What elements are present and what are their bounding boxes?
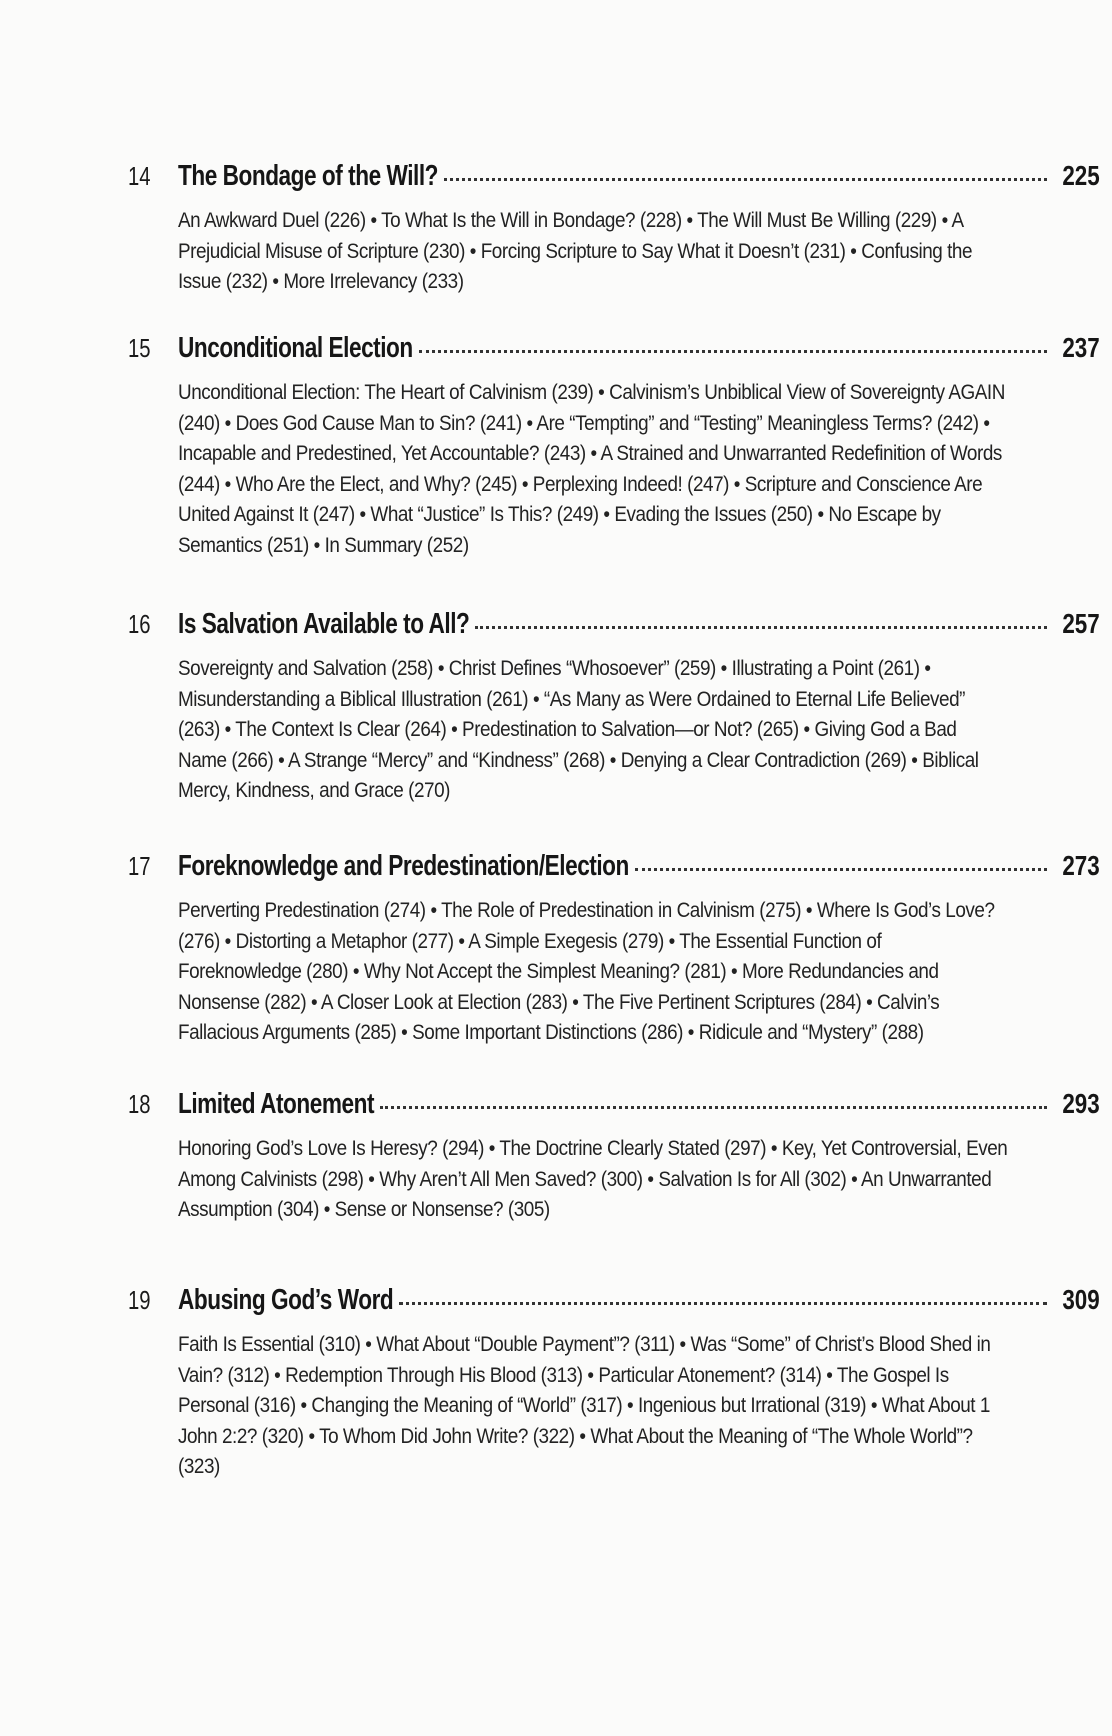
chapter-summary: Perverting Predestination (274) • The Role of Predestination in Calvinism (275) • Where Is God’s Love? (276) • Distorting a Metaphor (277) • A Simple Exegesis (279) • The Essential Function of Foreknowledge (280) • Why Not Accept the Simplest Meaning? (281) • More Redundancies and Nonsense (282) • A Closer Look at Election (283) • The Five Pertinent Scriptures (284) • Calvin’s Fallacious Arguments (285) • Some Important Distinctions (286) • Ridicule and “Mystery” (288) [178,899,995,1044]
chapter-title: The Bondage of the Will? [178,160,438,192]
dot-leader [399,1302,1047,1305]
toc-entry-18 [128,1088,1100,1226]
chapter-summary: An Awkward Duel (226) • To What Is the Will in Bondage? (228) • The Will Must Be Willing (229) • A Prejudicial Misuse of Scripture (230) • Forcing Scripture to Say What it Doesn’t (231) • Confusing the Issue (232) • More Irrelevancy (233) [178,209,973,293]
toc-entry-15 [128,332,1100,561]
toc-entry-19 [128,1284,1100,1483]
chapter-number: 18 [128,1089,151,1119]
chapter-title: Foreknowledge and Predestination/Election [178,850,629,882]
chapter-number: 15 [128,333,151,363]
chapter-title: Abusing God’s Word [178,1284,394,1316]
chapter-summary: Faith Is Essential (310) • What About “Double Payment”? (311) • Was “Some” of Christ’s Blood Shed in Vain? (312) • Redemption Through His Blood (313) • Particular Atonement? (314) • The Gospel Is Personal (316) • Changing the Meaning of “World” (317) • Ingenious but Irrational (319) • What About 1 John 2:2? (320) • To Whom Did John Write? (322) • What About the Meaning of “The Whole World”? (323) [178,1333,991,1478]
chapter-number: 16 [128,609,151,639]
chapter-heading [128,850,1100,890]
chapter-page-number: 273 [1062,850,1100,881]
chapter-heading [128,1088,1100,1128]
toc-entry-17 [128,850,1100,1049]
toc-entry-16 [128,608,1100,807]
dot-leader [444,178,1047,181]
chapter-title: Unconditional Election [178,332,413,364]
dot-leader [380,1106,1047,1109]
chapter-heading [128,1284,1100,1324]
chapter-number: 17 [128,851,151,881]
dot-leader [635,868,1047,871]
chapter-page-number: 225 [1062,160,1100,191]
chapter-heading [128,332,1100,372]
chapter-heading [128,608,1100,648]
chapter-page-number: 257 [1062,608,1100,639]
chapter-number: 19 [128,1285,151,1315]
chapter-title: Is Salvation Available to All? [178,608,470,640]
chapter-page-number: 293 [1062,1088,1100,1119]
dot-leader [475,626,1047,629]
chapter-title: Limited Atonement [178,1088,375,1120]
chapter-summary: Honoring God’s Love Is Heresy? (294) • The Doctrine Clearly Stated (297) • Key, Yet Controversial, Even Among Calvinists (298) • Why Aren’t All Men Saved? (300) • Salvation Is for All (302) • An Unwarranted Assumption (304) • Sense or Nonsense? (305) [178,1137,1008,1221]
dot-leader [419,350,1048,353]
chapter-summary: Unconditional Election: The Heart of Calvinism (239) • Calvinism’s Unbiblical View of Sovereignty AGAIN (240) • Does God Cause Man to Sin? (241) • Are “Tempting” and “Testing” Meaningless Terms? (242) • Incapable and Predestined, Yet Accountable? (243) • A Strained and Unwarranted Redefinition of Words (244) • Who Are the Elect, and Why? (245) • Perplexing Indeed! (247) • Scripture and Conscience Are United Against It (247) • What “Justice” Is This? (249) • Evading the Issues (250) • No Escape by Semantics (251) • In Summary (252) [178,381,1005,557]
chapter-number: 14 [128,161,151,191]
toc-entry-14 [128,160,1100,298]
chapter-page-number: 237 [1062,332,1100,363]
chapter-summary: Sovereignty and Salvation (258) • Christ Defines “Whosoever” (259) • Illustrating a Point (261) • Misunderstanding a Biblical Illustration (261) • “As Many as Were Ordained to Eternal Life Believed” (263) • The Context Is Clear (264) • Predestination to Salvation—or Not? (265) • Giving God a Bad Name (266) • A Strange “Mercy” and “Kindness” (268) • Denying a Clear Contradiction (269) • Biblical Mercy, Kindness, and Grace (270) [178,657,979,802]
chapter-page-number: 309 [1062,1284,1100,1315]
chapter-heading [128,160,1100,200]
